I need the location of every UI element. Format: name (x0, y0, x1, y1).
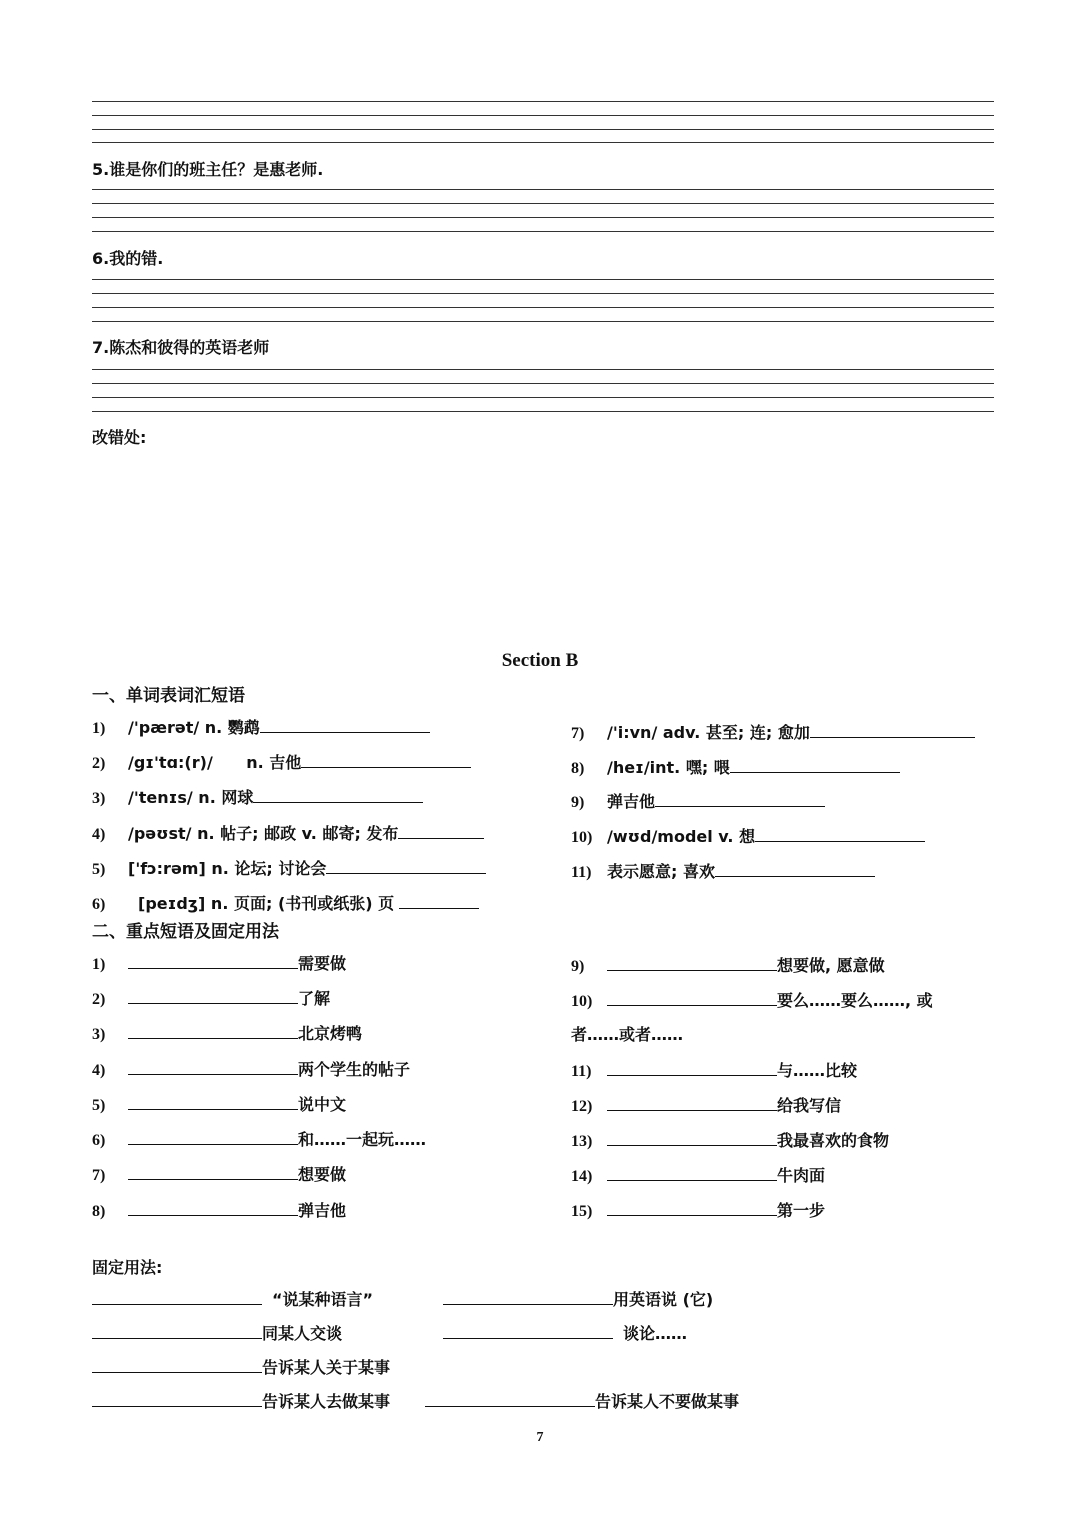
fixed-item (443, 1288, 713, 1312)
answer-blank[interactable] (92, 1358, 262, 1373)
item-text: 第一步 (777, 1201, 826, 1220)
item-text: 了解 (298, 989, 331, 1008)
answer-blank[interactable] (655, 792, 825, 807)
item-text: 要么……要么……, 或 (777, 991, 933, 1010)
phrase-item (92, 1058, 410, 1082)
answer-blank[interactable] (92, 1324, 262, 1339)
item-text: 想要做, 愿意做 (777, 956, 885, 975)
item-number: 8) (92, 1203, 106, 1220)
item-text: 告诉某人关于某事 (262, 1358, 391, 1377)
fixed-item (92, 1356, 390, 1380)
item-text: /'i:vn/ adv. 甚至; 连; 愈加 (607, 723, 810, 742)
phrase-item (92, 1128, 426, 1152)
answer-blank[interactable] (443, 1290, 613, 1305)
item-number: 11) (571, 864, 592, 881)
item-text: 说中文 (298, 1095, 347, 1114)
correction-area[interactable] (92, 455, 994, 625)
item-number: 8) (571, 760, 585, 777)
item-text: 给我写信 (777, 1096, 842, 1115)
item-number: 7) (571, 725, 585, 742)
item-number: 13) (571, 1133, 593, 1150)
item-number: 2) (92, 755, 106, 772)
item-text: 表示愿意; 喜欢 (607, 862, 715, 881)
phrase-item (92, 1199, 346, 1223)
answer-blank[interactable] (607, 956, 777, 971)
answer-blank[interactable] (92, 1392, 262, 1407)
item-text: 牛肉面 (777, 1166, 826, 1185)
correction-label: 改错处: (92, 428, 147, 447)
answer-blank[interactable] (607, 1166, 777, 1181)
item-text: /pəʊst/ n. 帖子; 邮政 v. 邮寄; 发布 (128, 824, 399, 843)
item-number: 7) (92, 1167, 106, 1184)
answer-blank[interactable] (425, 1392, 595, 1407)
phrase-item (571, 1059, 857, 1083)
vocab-item (571, 756, 900, 780)
item-number: 3) (92, 790, 106, 807)
phrase-item (571, 1094, 841, 1118)
vocab-item (92, 822, 484, 846)
phrase-item (571, 1199, 825, 1223)
item-number: 10) (571, 993, 593, 1010)
item-number: 9) (571, 794, 585, 811)
item-number: 14) (571, 1168, 593, 1185)
phrase-item (571, 989, 933, 1013)
vocab-item (92, 892, 479, 916)
item-number: 10) (571, 829, 593, 846)
item-number: 12) (571, 1098, 593, 1115)
item-text: /heɪ/int. 嘿; 喂 (607, 758, 730, 777)
question-7: 7.陈杰和彼得的英语老师 (92, 338, 270, 357)
item-number: 1) (92, 956, 106, 973)
answer-blank[interactable] (128, 1095, 298, 1110)
answer-blank[interactable] (730, 758, 900, 773)
item-text: ['fɔ:rəm] n. 论坛; 讨论会 (128, 859, 327, 878)
item-number: 2) (92, 991, 106, 1008)
item-text: 谈论…… (623, 1324, 688, 1343)
answer-blank[interactable] (607, 1061, 777, 1076)
item-text: 和……一起玩…… (298, 1130, 427, 1149)
item-text: /gɪ'tɑ:(r)/ n. 吉他 (128, 753, 302, 772)
vocab-item (92, 716, 430, 740)
phrase-item (571, 1129, 889, 1153)
fixed-item (92, 1322, 342, 1346)
answer-blank[interactable] (810, 723, 975, 738)
item-number: 3) (92, 1026, 106, 1043)
item-number: 5) (92, 1097, 106, 1114)
vocab-item (92, 786, 423, 810)
answer-blank[interactable] (399, 894, 479, 909)
item-text: 告诉某人去做某事 (262, 1392, 391, 1411)
fixed-usage-heading: 固定用法: (92, 1258, 163, 1277)
vocab-item (92, 751, 471, 775)
phrase-item (92, 1163, 346, 1187)
answer-blank[interactable] (301, 753, 471, 768)
fixed-item (92, 1288, 373, 1312)
phrase-item (92, 1022, 362, 1046)
answer-blank[interactable] (260, 718, 430, 733)
answer-blank[interactable] (128, 989, 298, 1004)
item-text: 弹吉他 (298, 1201, 347, 1220)
item-number: 5) (92, 861, 106, 878)
part2-heading: 二、重点短语及固定用法 (92, 922, 279, 942)
item-text: 两个学生的帖子 (298, 1060, 411, 1079)
item-number: 6) (92, 896, 106, 913)
answer-blank[interactable] (607, 1096, 777, 1111)
item-text: 弹吉他 (607, 792, 656, 811)
item-text: /'pærət/ n. 鹦鹉 (128, 718, 260, 737)
item-number: 15) (571, 1203, 593, 1220)
item-text: 与……比较 (777, 1061, 858, 1080)
answer-blank[interactable] (607, 991, 777, 1006)
answer-blank[interactable] (398, 824, 484, 839)
item-text: 者……或者…… (571, 1025, 684, 1044)
answer-blank[interactable] (326, 859, 486, 874)
item-number: 4) (92, 1062, 106, 1079)
vocab-item (571, 721, 975, 745)
vocab-item (92, 857, 486, 881)
item-number: 11) (571, 1063, 592, 1080)
answer-blank[interactable] (128, 1024, 298, 1039)
phrase-item-continuation (571, 1023, 683, 1047)
answer-blank[interactable] (128, 1060, 298, 1075)
item-number: 6) (92, 1132, 106, 1149)
fixed-item (425, 1390, 739, 1414)
answer-blank[interactable] (607, 1131, 777, 1146)
part1-heading: 一、单词表词汇短语 (92, 686, 245, 706)
answer-blank[interactable] (755, 827, 925, 842)
item-number: 1) (92, 720, 106, 737)
item-text: 想要做 (298, 1165, 347, 1184)
phrase-item (92, 987, 330, 1011)
phrase-item (92, 1093, 346, 1117)
vocab-item (571, 790, 825, 814)
page-number: 7 (536, 1430, 544, 1445)
item-number: 4) (92, 826, 106, 843)
item-text: 用英语说 (它) (613, 1290, 714, 1309)
item-text: 我最喜欢的食物 (777, 1131, 890, 1150)
fixed-item (443, 1322, 687, 1346)
fixed-item (92, 1390, 390, 1414)
question-6: 6.我的错. (92, 249, 164, 268)
phrase-item (92, 952, 346, 976)
question-5: 5.谁是你们的班主任？是惠老师. (92, 160, 324, 179)
answer-blank[interactable] (128, 1201, 298, 1216)
answer-blank[interactable] (128, 954, 298, 969)
section-title: Section B (501, 650, 579, 671)
phrase-item (571, 954, 885, 978)
answer-blank[interactable] (443, 1324, 613, 1339)
vocab-item (571, 860, 875, 884)
phrase-item (571, 1164, 825, 1188)
item-text: /wʊd/model v. 想 (607, 827, 756, 846)
answer-blank[interactable] (128, 1165, 298, 1180)
item-text: 告诉某人不要做某事 (595, 1392, 740, 1411)
item-text: 同某人交谈 (262, 1324, 343, 1343)
answer-blank[interactable] (253, 788, 423, 803)
item-text: [peɪdʒ] n. 页面; (书刊或纸张) 页 (138, 894, 395, 913)
answer-blank[interactable] (92, 1290, 262, 1305)
item-text: “说某种语言” (272, 1290, 374, 1309)
item-number: 9) (571, 958, 585, 975)
vocab-item (571, 825, 925, 849)
item-text: 需要做 (298, 954, 347, 973)
answer-blank[interactable] (128, 1130, 298, 1145)
answer-blank[interactable] (607, 1201, 777, 1216)
answer-blank[interactable] (715, 862, 875, 877)
item-text: /'tenɪs/ n. 网球 (128, 788, 254, 807)
item-text: 北京烤鸭 (298, 1024, 363, 1043)
